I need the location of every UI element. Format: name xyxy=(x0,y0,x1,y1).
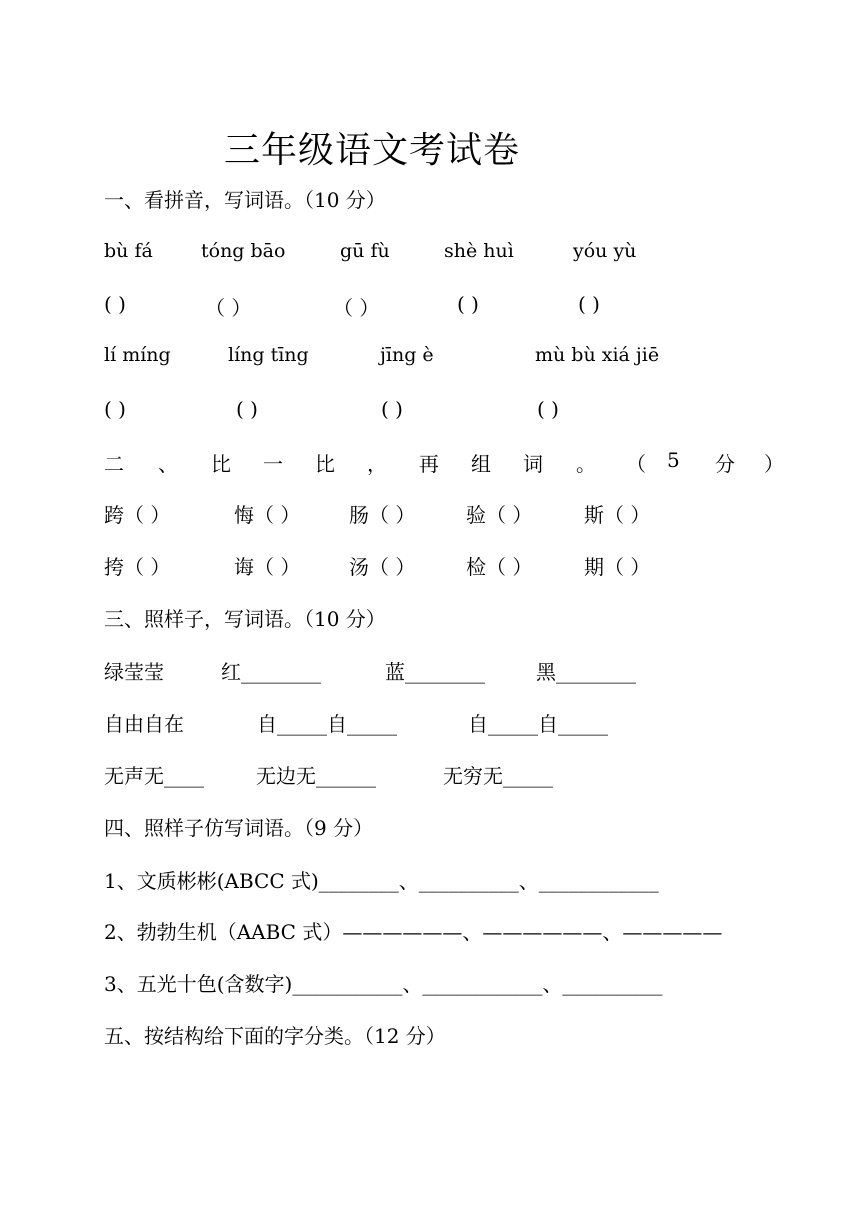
heading-char: 比 xyxy=(211,452,231,476)
pinyin-item: jīng è xyxy=(380,344,434,366)
section-4-heading: 四、照样子仿写词语。（9 分） xyxy=(104,816,374,840)
heading-char: 。 xyxy=(576,452,596,476)
heading-char: 再 xyxy=(419,452,439,476)
imitate-item-3[interactable]: 3、五光十色(含数字)___________、____________、__________ xyxy=(104,972,663,996)
example-word: 绿莹莹 xyxy=(104,660,164,684)
compare-item[interactable]: 挎（ ） xyxy=(104,555,171,579)
fill-blank[interactable]: 自_____自_____ xyxy=(257,712,397,736)
section-3-heading: 三、照样子，写词语。（10 分） xyxy=(104,607,386,631)
fill-blank[interactable]: 无穷无_____ xyxy=(443,764,553,788)
fill-blank[interactable]: 黑________ xyxy=(536,660,636,684)
section-2-heading xyxy=(0,448,860,474)
compare-item[interactable]: 跨（ ） xyxy=(104,503,171,527)
heading-char: 、 xyxy=(158,452,178,476)
pinyin-item: gū fù xyxy=(340,240,390,262)
heading-char: 一 xyxy=(263,452,283,476)
compare-item[interactable]: 肠（ ） xyxy=(349,503,416,527)
answer-blank[interactable]: ( ) xyxy=(236,397,258,421)
pinyin-item: mù bù xiá jiē xyxy=(535,344,660,366)
heading-char: 分 xyxy=(715,452,735,476)
answer-blank[interactable]: ( ) xyxy=(104,397,126,421)
compare-item[interactable]: 期（ ） xyxy=(584,555,651,579)
heading-char: （ xyxy=(626,452,646,476)
section-5-heading: 五、按结构给下面的字分类。（12 分） xyxy=(104,1024,446,1048)
compare-item[interactable]: 检（ ） xyxy=(466,555,533,579)
heading-char: ） xyxy=(764,452,784,476)
pinyin-item: líng tīng xyxy=(228,344,309,366)
heading-char: 5 xyxy=(667,448,680,472)
fill-blank[interactable]: 红________ xyxy=(221,660,321,684)
page-title: 三年级语文考试卷 xyxy=(224,130,521,171)
answer-blank[interactable]: （ ） xyxy=(333,296,380,320)
imitate-item-1[interactable]: 1、文质彬彬(ABCC 式)________、__________、____________ xyxy=(104,869,659,893)
fill-blank[interactable]: 无声无____ xyxy=(104,764,204,788)
example-word: 自由自在 xyxy=(104,712,184,736)
answer-blank[interactable]: ( ) xyxy=(381,397,403,421)
compare-item[interactable]: 汤（ ） xyxy=(349,555,416,579)
compare-item[interactable]: 斯（ ） xyxy=(584,503,651,527)
pinyin-item: shè huì xyxy=(444,240,514,262)
heading-char: 二 xyxy=(104,452,124,476)
answer-blank[interactable]: ( ) xyxy=(578,292,600,316)
heading-char: ， xyxy=(367,452,387,476)
pinyin-item: tóng bāo xyxy=(201,240,286,262)
answer-blank[interactable]: （ ） xyxy=(205,296,252,320)
answer-blank[interactable]: ( ) xyxy=(537,397,559,421)
section-1-heading: 一、看拼音，写词语。（10 分） xyxy=(104,188,386,212)
heading-char: 词 xyxy=(523,452,543,476)
heading-char: 比 xyxy=(315,452,335,476)
pinyin-item: yóu yù xyxy=(573,240,637,262)
heading-char: 组 xyxy=(471,452,491,476)
compare-item[interactable]: 诲（ ） xyxy=(234,555,301,579)
answer-blank[interactable]: ( ) xyxy=(457,292,479,316)
fill-blank[interactable]: 蓝________ xyxy=(385,660,485,684)
answer-blank[interactable]: ( ) xyxy=(104,292,126,316)
fill-blank[interactable]: 无边无______ xyxy=(256,764,376,788)
compare-item[interactable]: 悔（ ） xyxy=(234,503,301,527)
pinyin-item: bù fá xyxy=(104,240,153,262)
compare-item[interactable]: 验（ ） xyxy=(466,503,533,527)
fill-blank[interactable]: 自_____自_____ xyxy=(468,712,608,736)
pinyin-item: lí míng xyxy=(104,344,171,366)
imitate-item-2[interactable]: 2、勃勃生机（AABC 式）——————、——————、————— xyxy=(104,920,723,944)
